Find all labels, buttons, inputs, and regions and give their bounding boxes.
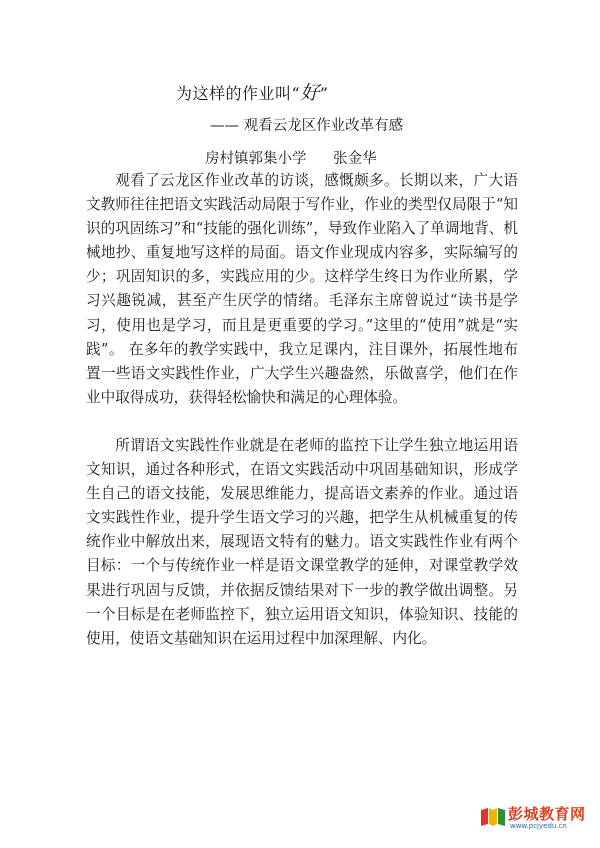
article-title: [176, 78, 328, 105]
title-quote-close: ”: [319, 84, 329, 103]
watermark-url: www.pcjyedu.cn: [510, 822, 567, 830]
title-prefix: 为这样的作业叫: [176, 84, 292, 103]
author-school: 房村镇郭集小学: [205, 151, 307, 167]
title-emphasis-word: 好: [300, 82, 320, 104]
paragraph-1: 观看了云龙区作业改革的访谈，感慨颇多。长期以来，广大语文教师往往把语文实践活动局限于写作业，作业的类型仅局限于“知识的巩固练习”和“技能的强化训练”，导致作业陷入了单调地背、机械地抄、重复地写这样的局面。语文作业现成内容多，实际编写的少；巩固知识的多，实践应用的少。这样学生终日为作业所累，学习兴趣锐减，甚至产生厌学的情绪。毛泽东主席曾说过“读书是学习，使用也是学习，而且是更重要的学习。”这里的“使用”就是“实践”。 在多年的教学实践中，我立足课内，注目课外，拓展性地布置一些语文实践性作业，广大学生兴趣盎然，乐做喜学，他们在作业中取得成功，获得轻松愉快和满足的心理体验。: [86, 172, 518, 406]
open-book-icon: [480, 805, 506, 827]
article-body: [86, 169, 518, 675]
paragraph-2: 所谓语文实践性作业就是在老师的监控下让学生独立地运用语文知识，通过各种形式，在语文实践活动中巩固基础知识，形成学生自己的语文技能，发展思维能力，提高语文素养的作业。通过语文实践性作业，提升学生语文学习的兴趣，把学生从机械重复的传统作业中解放出来，展现语文特有的魅力。语文实践性作业有两个目标：一个与传统作业一样是语文课堂教学的延伸，对课堂教学效果进行巩固与反馈，并依据反馈结果对下一步的教学做出调整。另一个目标是在老师监控下，独立运用语文知识，体验知识、技能的使用，使语文基础知识在运用过程中加深理解、内化。: [86, 436, 518, 647]
author-line: [205, 147, 377, 168]
author-name: 张金华: [333, 151, 377, 167]
title-quote-open: “: [291, 84, 301, 103]
article-subtitle: —— 观看云龙区作业改革有感: [210, 118, 404, 134]
site-watermark-logo: [480, 801, 592, 833]
watermark-brand: 彭城教育网: [508, 805, 586, 823]
